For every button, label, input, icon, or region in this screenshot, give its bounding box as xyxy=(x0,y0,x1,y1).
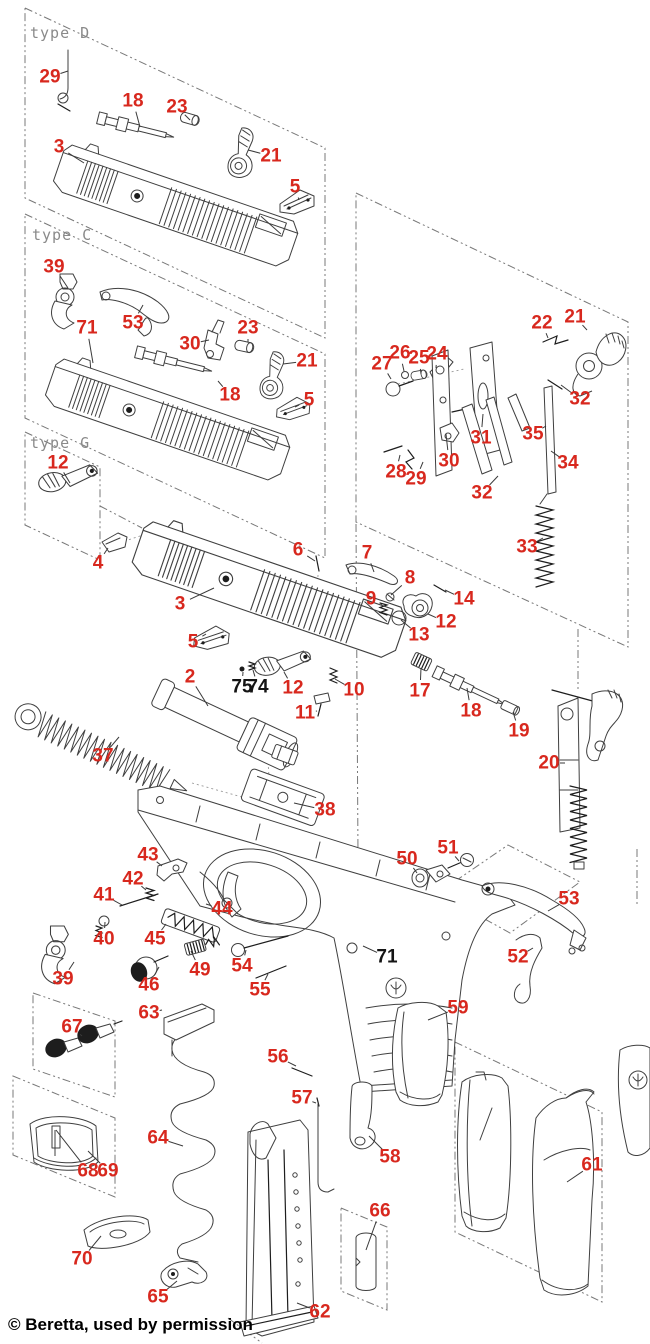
part-label-65: 65 xyxy=(147,1286,169,1308)
label-leader-line xyxy=(420,668,421,680)
part-label-34: 34 xyxy=(557,452,579,474)
part-label-5: 5 xyxy=(303,389,315,411)
part-label-58: 58 xyxy=(379,1146,401,1168)
part-label-59: 59 xyxy=(447,997,469,1019)
part-29-spring-drawing xyxy=(406,450,414,469)
label-leader-line xyxy=(248,150,260,153)
part-label-12: 12 xyxy=(435,611,457,633)
part-label-75: 75 xyxy=(231,676,253,698)
part-label-18: 18 xyxy=(460,700,482,722)
part-label-40: 40 xyxy=(93,928,115,950)
part-label-30: 30 xyxy=(438,450,460,472)
part-label-29: 29 xyxy=(39,66,61,88)
type-c-box-label: type C xyxy=(32,226,93,244)
part-label-53: 53 xyxy=(122,312,144,334)
part-64-magazine-spring-drawing xyxy=(171,1022,215,1262)
part-label-44: 44 xyxy=(211,898,233,920)
part-label-52: 52 xyxy=(507,946,529,968)
part-18-firing-pin-drawing xyxy=(96,112,175,143)
part-label-3: 3 xyxy=(53,136,65,158)
part-label-22: 22 xyxy=(531,312,553,334)
part-label-5: 5 xyxy=(187,631,199,653)
part-label-33: 33 xyxy=(516,536,538,558)
part-label-61: 61 xyxy=(581,1154,603,1176)
part-label-46: 46 xyxy=(138,974,160,996)
part-label-51: 51 xyxy=(437,837,459,859)
type-g-box-label: type G xyxy=(30,434,91,452)
part-label-57: 57 xyxy=(291,1087,313,1109)
dotted-assembly-line xyxy=(192,783,249,799)
part-63-follower-drawing xyxy=(164,1004,214,1056)
part-8-clip-drawing xyxy=(386,593,394,601)
part-label-66: 66 xyxy=(369,1200,391,1222)
label-leader-line xyxy=(160,1010,162,1011)
part-label-18: 18 xyxy=(122,90,144,112)
part-23-bushing-drawing xyxy=(234,340,255,354)
part-70-floor-plate-drawing xyxy=(84,1216,150,1248)
label-leader-line xyxy=(104,548,108,554)
part-34-hammer-strut-drawing xyxy=(544,386,556,494)
part-71-frame-drawing xyxy=(138,786,515,1092)
part-label-39: 39 xyxy=(43,256,65,278)
part-label-55: 55 xyxy=(249,979,271,1001)
label-leader-line xyxy=(168,1141,183,1146)
label-leader-line xyxy=(399,455,400,461)
part-10-spring-drawing xyxy=(330,668,337,683)
part-label-28: 28 xyxy=(385,461,407,483)
part-label-11: 11 xyxy=(294,702,316,724)
part-75-detent-drawing xyxy=(240,667,245,672)
part-label-62: 62 xyxy=(309,1301,331,1323)
part-label-64: 64 xyxy=(147,1127,169,1149)
part-label-23: 23 xyxy=(166,96,188,118)
part-label-3: 3 xyxy=(174,593,186,615)
part-label-45: 45 xyxy=(144,928,166,950)
part-label-69: 69 xyxy=(97,1160,119,1182)
part-label-12: 12 xyxy=(282,677,304,699)
part-28-pin-drawing xyxy=(384,446,402,452)
backstrap-small-drawing xyxy=(458,1072,511,1232)
part-21-safety-lever-drawing xyxy=(227,126,258,179)
part-label-18: 18 xyxy=(219,384,241,406)
part-label-42: 42 xyxy=(122,868,144,890)
copyright-note: © Beretta, used by permission xyxy=(8,1315,253,1334)
part-label-32: 32 xyxy=(471,482,493,504)
part-label-32: 32 xyxy=(569,388,591,410)
part-22-spring-wire-drawing xyxy=(543,336,568,344)
part-label-12: 12 xyxy=(47,452,69,474)
type-d-box-label: type D xyxy=(30,24,91,42)
part-label-37: 37 xyxy=(92,745,114,767)
part-label-6: 6 xyxy=(292,539,304,561)
part-label-10: 10 xyxy=(343,679,365,701)
part-label-20: 20 xyxy=(538,752,560,774)
part-label-71: 71 xyxy=(76,317,98,339)
part-label-41: 41 xyxy=(93,884,115,906)
label-leader-line xyxy=(283,362,296,364)
label-leader-line xyxy=(402,364,404,371)
part-label-7: 7 xyxy=(361,542,373,564)
part-57-spring-rod-drawing xyxy=(317,1098,334,1192)
part-4-extractor-drawing xyxy=(102,533,127,552)
part-label-14: 14 xyxy=(453,588,475,610)
part-label-5: 5 xyxy=(289,176,301,198)
part-label-30: 30 xyxy=(179,333,201,355)
label-leader-line xyxy=(114,900,122,905)
part-label-56: 56 xyxy=(267,1046,289,1068)
part-label-21: 21 xyxy=(564,306,586,328)
label-leader-line xyxy=(307,556,315,561)
part-label-71: 71 xyxy=(376,946,398,968)
part-label-23: 23 xyxy=(237,317,259,339)
part-label-25: 25 xyxy=(408,347,430,369)
part-label-19: 19 xyxy=(508,720,530,742)
part-19-bushing-drawing xyxy=(500,700,521,716)
part-label-74: 74 xyxy=(247,676,269,698)
part-3-slide-drawing xyxy=(129,512,412,661)
part-65-floor-plate-latch-drawing xyxy=(161,1261,207,1287)
label-leader-line xyxy=(546,333,548,338)
part-62-magazine-drawing xyxy=(240,1120,318,1336)
label-leader-line xyxy=(89,339,93,363)
backstrap-large-drawing xyxy=(533,1089,594,1295)
part-label-63: 63 xyxy=(138,1002,160,1024)
part-label-54: 54 xyxy=(231,955,253,977)
part-label-21: 21 xyxy=(260,145,282,167)
part-label-8: 8 xyxy=(404,567,416,589)
label-leader-line xyxy=(253,670,255,676)
part-label-27: 27 xyxy=(371,353,393,375)
part-71-slide-type-c-drawing xyxy=(43,350,295,483)
part-66-tool-tube-drawing xyxy=(356,1233,376,1291)
dash-connector xyxy=(100,506,142,528)
part-label-13: 13 xyxy=(408,624,430,646)
part-12-lever-right-drawing xyxy=(403,594,432,618)
label-leader-line xyxy=(312,1102,316,1103)
part-label-31: 31 xyxy=(470,427,492,449)
part-14-pin-drawing xyxy=(434,585,446,592)
part-label-2: 2 xyxy=(184,666,196,688)
part-54-pin-drawing xyxy=(232,936,289,957)
part-label-21: 21 xyxy=(296,350,318,372)
part-21-safety-lever-drawing xyxy=(259,350,288,400)
part-42-spring-drawing xyxy=(146,888,154,901)
part-21-safety-hammer-box-drawing xyxy=(573,333,626,396)
label-leader-line xyxy=(391,585,402,595)
part-label-67: 67 xyxy=(61,1016,83,1038)
part-12-decock-lever-drawing xyxy=(253,650,312,677)
part-52-spring-wire-drawing xyxy=(514,934,542,1003)
part-55-pin-drawing xyxy=(256,966,286,978)
label-leader-line xyxy=(288,1062,296,1066)
part-label-49: 49 xyxy=(189,959,211,981)
part-label-53: 53 xyxy=(558,888,580,910)
part-label-17: 17 xyxy=(409,680,431,702)
part-label-50: 50 xyxy=(396,848,418,870)
part-label-70: 70 xyxy=(71,1248,93,1270)
part-20-hammer-unit-drawing xyxy=(552,690,623,869)
backstrap-right-edge-drawing xyxy=(618,1045,650,1155)
part-label-4: 4 xyxy=(92,552,104,574)
part-label-39: 39 xyxy=(52,968,74,990)
part-label-24: 24 xyxy=(426,343,448,365)
part-label-9: 9 xyxy=(365,588,377,610)
part-label-26: 26 xyxy=(389,342,411,364)
label-leader-line xyxy=(420,369,421,374)
part-11-striker-block-drawing xyxy=(314,693,330,716)
part-18-firing-pin-drawing xyxy=(134,346,213,377)
part-label-29: 29 xyxy=(405,468,427,490)
part-label-43: 43 xyxy=(137,844,159,866)
grip-pair-drawings xyxy=(458,1072,595,1295)
label-leader-line xyxy=(381,604,382,605)
part-56-pin-drawing xyxy=(292,1068,312,1076)
part-26-washer-drawing xyxy=(402,372,409,379)
part-5-rear-sight-drawing xyxy=(193,624,229,651)
part-59-backstrap-drawing xyxy=(392,1002,448,1105)
part-label-38: 38 xyxy=(314,799,336,821)
part-6-pin-drawing xyxy=(316,556,319,571)
part-25-bushing-drawing xyxy=(410,369,427,380)
part-label-68: 68 xyxy=(77,1160,99,1182)
label-leader-line xyxy=(60,71,68,74)
part-label-35: 35 xyxy=(522,423,544,445)
